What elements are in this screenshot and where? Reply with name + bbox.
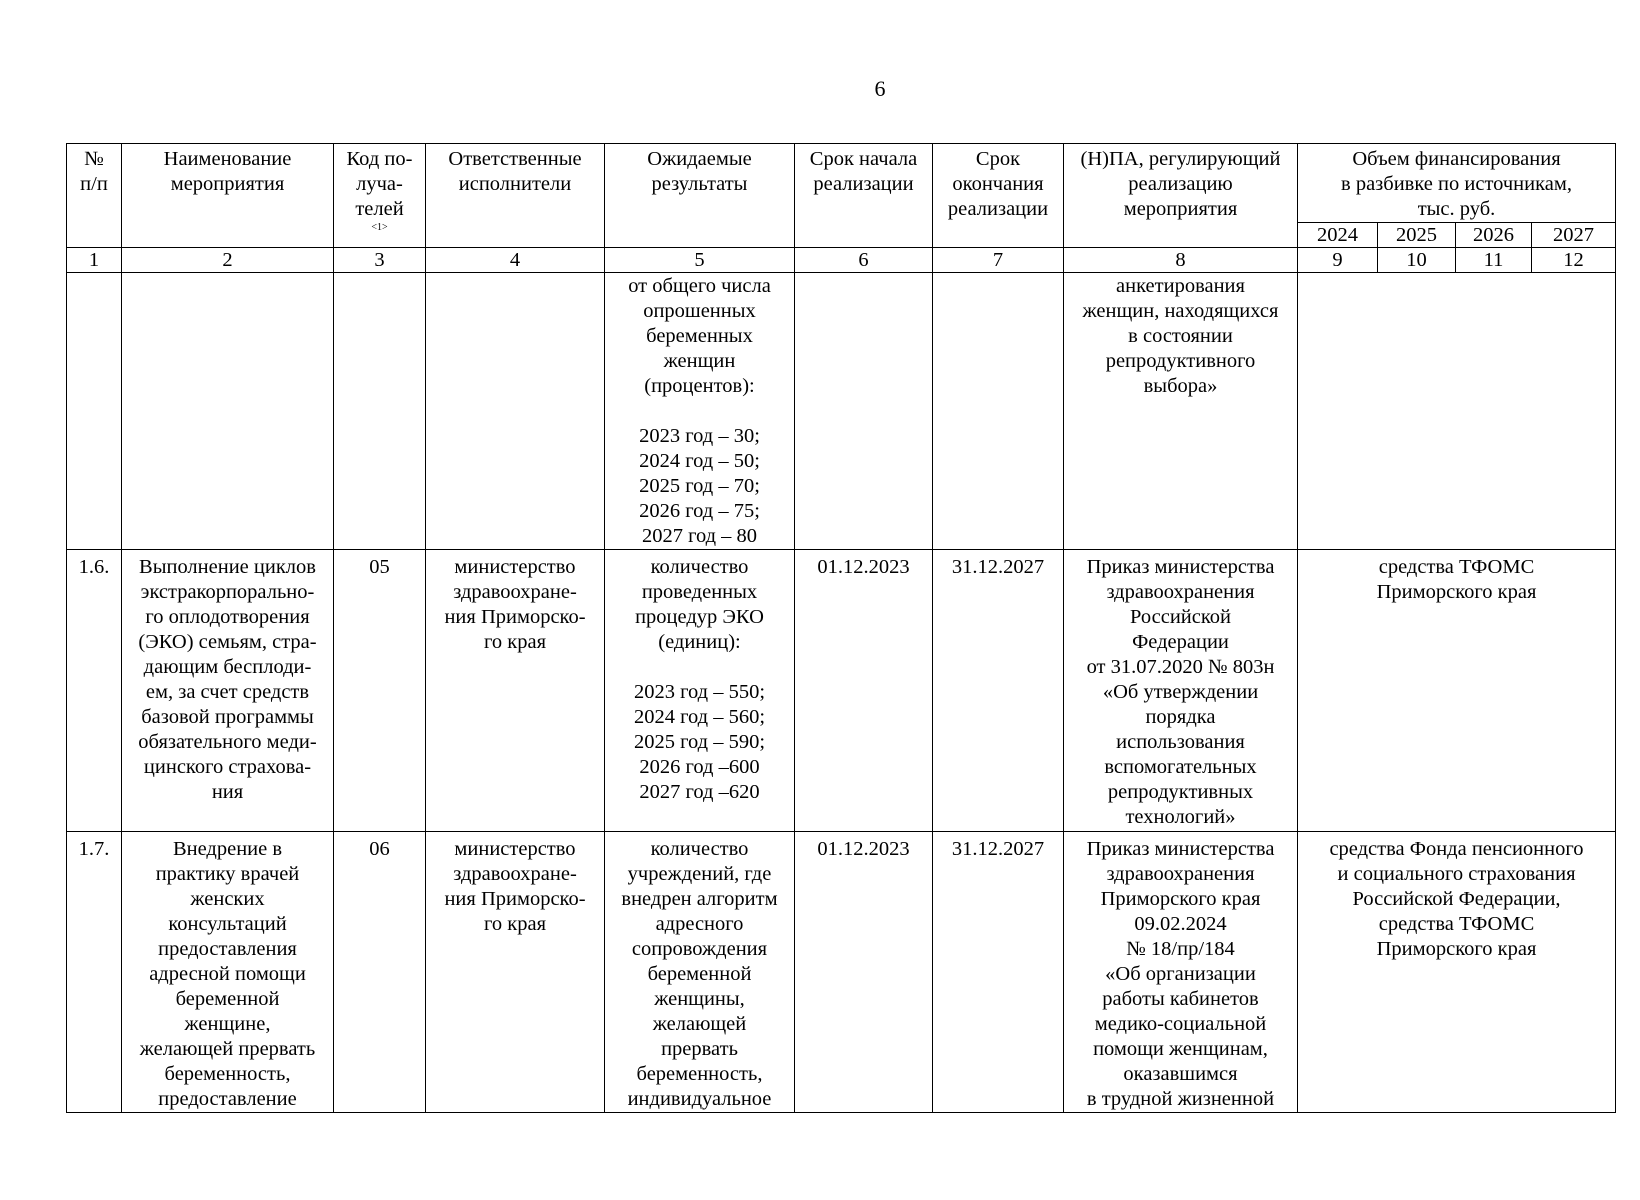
column-number: 1 — [67, 248, 122, 273]
header-year: 2024 — [1298, 223, 1378, 248]
row-start: 01.12.2023 — [795, 550, 933, 832]
column-number: 10 — [1378, 248, 1456, 273]
column-number: 6 — [795, 248, 933, 273]
row-responsible: министерство здравоохране- ния Приморско- го края — [426, 550, 605, 832]
header-start: Срок начала реализации — [795, 144, 933, 248]
row-results: от общего числа опрошенных беременных женщин (процентов): 2023 год – 30; 2024 год – 50; 2025 год – 70; 2026 год – 75; 2027 год – 80 — [605, 273, 795, 550]
row-npa: Приказ министерства здравоохранения Российской Федерации от 31.07.2020 № 803н «Об утверждении порядка использования вспомогательных репродуктивных технологий» — [1064, 550, 1298, 832]
table-row — [67, 273, 1616, 550]
row-start — [795, 273, 933, 550]
header-code-note: <1> — [371, 222, 388, 233]
row-number: 1.6. — [67, 550, 122, 832]
header-npa: (Н)ПА, регулирующий реализацию мероприятия — [1064, 144, 1298, 248]
row-financing — [1298, 273, 1616, 550]
header-year: 2026 — [1456, 223, 1532, 248]
row-responsible: министерство здравоохране- ния Приморско- го края — [426, 832, 605, 1113]
column-number: 9 — [1298, 248, 1378, 273]
row-end: 31.12.2027 — [933, 550, 1064, 832]
row-financing: средства Фонда пенсионного и социального страхования Российской Федерации, средства ТФОМС Приморского края — [1298, 832, 1616, 1113]
column-number: 3 — [334, 248, 426, 273]
column-number: 5 — [605, 248, 795, 273]
header-end: Срок окончания реализации — [933, 144, 1064, 248]
row-npa: анкетирования женщин, находящихся в состоянии репродуктивного выбора» — [1064, 273, 1298, 550]
row-number: 1.7. — [67, 832, 122, 1113]
header-code-label: Код по- луча- телей — [346, 148, 413, 220]
column-number: 4 — [426, 248, 605, 273]
measures-table — [66, 143, 1616, 1113]
column-number: 7 — [933, 248, 1064, 273]
header-results: Ожидаемые результаты — [605, 144, 795, 248]
column-number: 8 — [1064, 248, 1298, 273]
row-financing: средства ТФОМС Приморского края — [1298, 550, 1616, 832]
table-row — [67, 550, 1616, 832]
row-npa: Приказ министерства здравоохранения Приморского края 09.02.2024 № 18/пр/184 «Об организации работы кабинетов медико-социальной помощи женщинам, оказавшимся в трудной жизненной — [1064, 832, 1298, 1113]
header-responsible: Ответственные исполнители — [426, 144, 605, 248]
column-number: 2 — [122, 248, 334, 273]
row-results: количество учреждений, где внедрен алгоритм адресного сопровождения беременной женщины, желающей прервать беременность, индивидуальное — [605, 832, 795, 1113]
row-name — [122, 273, 334, 550]
row-code: 06 — [334, 832, 426, 1113]
header-year: 2025 — [1378, 223, 1456, 248]
header-row — [67, 144, 1616, 223]
row-name: Выполнение циклов экстракорпорально- го оплодотворения (ЭКО) семьям, стра- дающим бесплоди- ем, за счет средств базовой программы обязательного меди- цинского страхова- ния — [122, 550, 334, 832]
column-number: 12 — [1532, 248, 1616, 273]
row-responsible — [426, 273, 605, 550]
header-financing: Объем финансирования в разбивке по источникам, тыс. руб. — [1298, 144, 1616, 223]
row-code — [334, 273, 426, 550]
header-code — [334, 144, 426, 248]
page-number: 6 — [874, 76, 886, 101]
column-number: 11 — [1456, 248, 1532, 273]
row-number — [67, 273, 122, 550]
column-numbers-row — [67, 248, 1616, 273]
row-start: 01.12.2023 — [795, 832, 933, 1113]
row-results: количество проведенных процедур ЭКО (единиц): 2023 год – 550; 2024 год – 560; 2025 год – 590; 2026 год –600 2027 год –620 — [605, 550, 795, 832]
row-name: Внедрение в практику врачей женских консультаций предоставления адресной помощи беременной женщине, желающей прервать беременность, предоставление — [122, 832, 334, 1113]
row-code: 05 — [334, 550, 426, 832]
table-row — [67, 832, 1616, 1113]
header-year: 2027 — [1532, 223, 1616, 248]
header-number: № п/п — [67, 144, 122, 248]
header-name: Наименование мероприятия — [122, 144, 334, 248]
row-end — [933, 273, 1064, 550]
row-end: 31.12.2027 — [933, 832, 1064, 1113]
